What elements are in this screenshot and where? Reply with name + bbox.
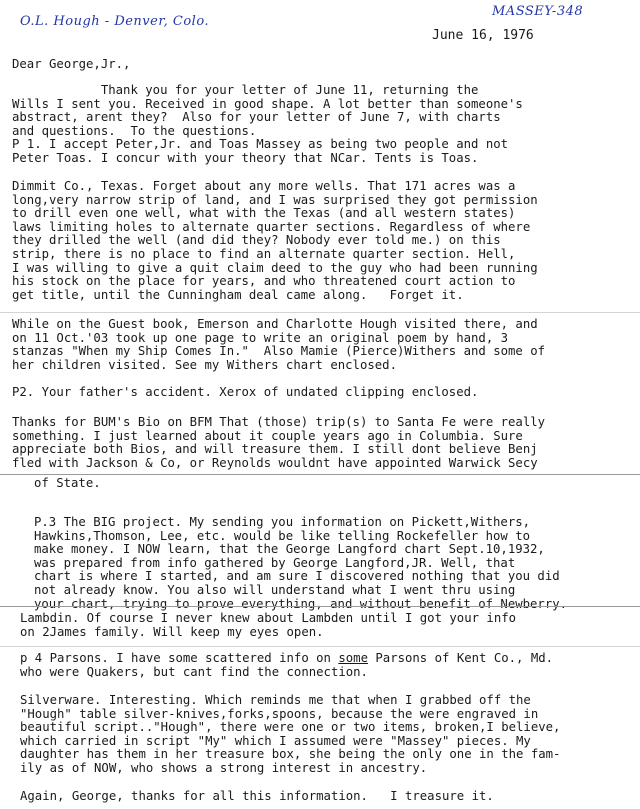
letter-date: June 16, 1976	[432, 28, 534, 43]
paste-strip-edge	[0, 474, 640, 475]
paragraph-closing: Again, George, thanks for all this information. I treasure it.	[20, 789, 494, 803]
paragraph-guest-book: While on the Guest book, Emerson and Charlotte Hough visited there, and on 11 Oct.'03 took up one page to write an original poem by hand, 3 stanzas "When my Ship Comes In." Also Mamie (Pierce)Withers and some of her children visited. See my Withers chart enclosed.	[12, 317, 546, 372]
paste-strip-edge	[0, 312, 640, 313]
paste-strip-edge	[0, 606, 640, 607]
paragraph-p4-parsons	[20, 652, 634, 679]
paragraph-lambdin: Lambdin. Of course I never knew about Lambden until I got your info on 2James family. Will keep my eyes open.	[20, 611, 517, 639]
handwritten-author-note: O.L. Hough - Denver, Colo.	[20, 14, 210, 29]
paste-strip-edge	[0, 646, 640, 647]
paragraph-intro: Thank you for your letter of June 11, returning the Wills I sent you. Received in good shape. A lot better than someone's abstract, arent they? Also for your letter of June 7, with charts and questions. To the questions. P 1. I accept Peter,Jr. and Toas Massey as being two people and not Peter Toas. I concur with your theory that NCar. Tents is Toas.	[12, 83, 523, 165]
salutation: Dear George,Jr.,	[12, 57, 131, 71]
handwritten-file-tag: MASSEY-348	[492, 4, 584, 19]
paragraph-of-state: of State.	[34, 476, 101, 490]
paragraph-p2: P2. Your father's accident. Xerox of undated clipping enclosed.	[12, 385, 479, 399]
paragraph-bios: Thanks for BUM's Bio on BFM That (those) trip(s) to Santa Fe were really something. I just learned about it couple years ago in Columbia. Sure appreciate both Bios, and will treasure them. I still dont believe Benj fled with Jackson & Co, or Reynolds wouldnt have appointed Warwick Secy	[12, 415, 546, 470]
p4-underlined-word: some	[338, 651, 368, 665]
p4-text-before: p 4 Parsons. I have some scattered info on	[20, 651, 339, 665]
paragraph-dimmit-county: Dimmit Co., Texas. Forget about any more wells. That 171 acres was a long,very narrow strip of land, and I was surprised they got permission to drill even one well, what with the Texas (and all western states) laws limiting holes to alternate quarter sections. Regardless of where they drilled the well (and did they? Nobody ever told me.) on this strip, there is no place to find an alternate quarter section. Hell, I was willing to give a quit claim deed to the guy who had been running his stock on the place for years, and who threatened court action to get title, until the Cunningham deal came along. Forget it.	[12, 179, 538, 302]
paragraph-p3: P.3 The BIG project. My sending you information on Pickett,Withers, Hawkins,Thomson, Lee, etc. would be like telling Rockefeller how to make money. I NOW learn, that the George Langford chart Sept.10,1932, was prepared from info gathered by George Langford,JR. Well, that chart is where I started, and am sure I discovered nothing that you did not already know. You also will understand what I went thru using your chart, trying to prove everything, and without benefit of Newberry.	[34, 515, 568, 611]
p4-text-after: Parsons of Kent Co., Md. who were Quakers, but cant find the connection.	[20, 651, 554, 679]
paragraph-silverware: Silverware. Interesting. Which reminds me that when I grabbed off the "Hough" table silver-knives,forks,spoons, because the were engraved in beautiful script.."Hough", there were one or two items, broken,I believe, which carried in script "My" which I assumed were "Massey" pieces. My daughter has them in her treasure box, she being the only one in the fam- ily as of NOW, who shows a strong interest in ancestry.	[20, 693, 561, 775]
